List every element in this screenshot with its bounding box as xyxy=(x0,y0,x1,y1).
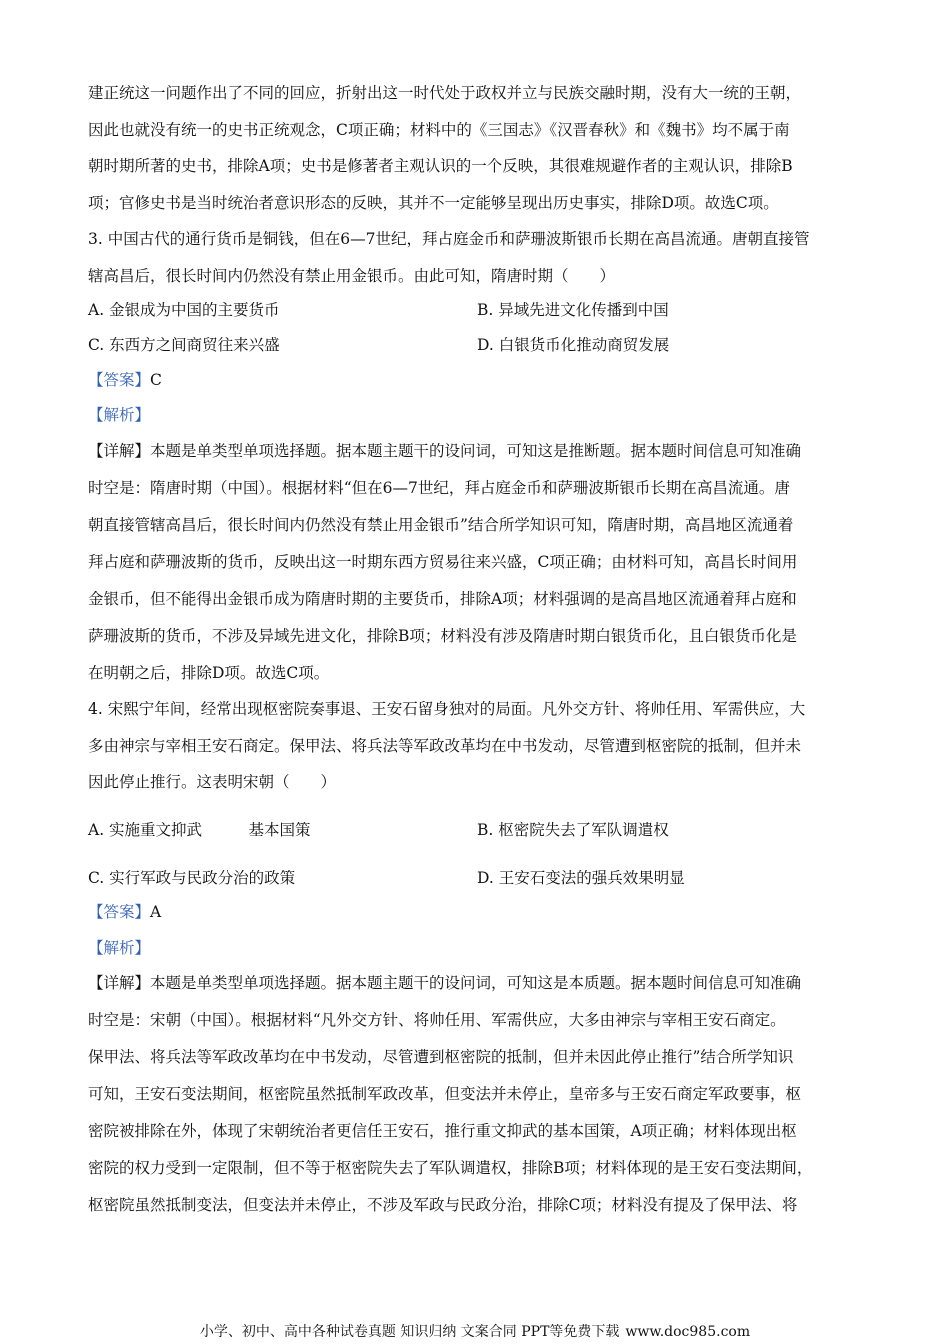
answer-value: A xyxy=(150,903,162,921)
question-3-answer xyxy=(88,370,878,390)
question-4-option-d: D. 王安石变法的强兵效果明显 xyxy=(477,869,685,887)
question-3-stem: 3. 中国古代的通行货币是铜钱，但在6—7世纪，拜占庭金币和萨珊波斯银币长期在高昌流通。唐朝直接管 xyxy=(88,230,810,248)
question-4-stem: 因此停止推行。这表明宋朝（ ） xyxy=(88,773,337,791)
question-4-detail: 密院被排除在外，体现了宋朝统治者更信任王安石，推行重文抑武的基本国策，A项正确；材料体现出枢 xyxy=(88,1122,797,1140)
question-4-stem: 多由神宗与宰相王安石商定。保甲法、将兵法等军政改革均在中书发动，尽管遭到枢密院的抵制，但并未 xyxy=(88,737,802,755)
question-3-detail: 时空是：隋唐时期（中国）。根据材料“但在6—7世纪，拜占庭金币和萨珊波斯银币长期在高昌流通。唐 xyxy=(88,479,790,497)
page-footer xyxy=(0,1323,950,1341)
question-3-option-d: D. 白银货币化推动商贸发展 xyxy=(477,336,670,354)
question-3-stem: 辖高昌后，很长时间内仍然没有禁止用金银币。由此可知，隋唐时期（ ） xyxy=(88,267,616,285)
answer-value: C xyxy=(150,371,162,389)
question-3-detail: 朝直接管辖高昌后，很长时间内仍然没有禁止用金银币”结合所学知识可知，隋唐时期，高昌地区流通着 xyxy=(88,516,794,534)
question-4-stem: 4. 宋熙宁年间，经常出现枢密院奏事退、王安石留身独对的局面。凡外交方针、将帅任用、军需供应，大 xyxy=(88,700,806,718)
question-3-detail: 在明朝之后，排除D项。故选C项。 xyxy=(88,664,330,682)
question-4-detail: 时空是：宋朝（中国）。根据材料“凡外交方针、将帅任用、军需供应，大多由神宗与宰相王安石商定。 xyxy=(88,1011,786,1029)
question-4-analysis-label xyxy=(88,938,878,958)
footer-text: 小学、初中、高中各种试卷真题 知识归纳 文案合同 PPT等免费下载 xyxy=(199,1324,620,1340)
text-line: 项；官修史书是当时统治者意识形态的反映，其并不一定能够呈现出历史事实，排除D项。故选C项。 xyxy=(88,194,779,212)
question-4-detail: 【详解】本题是单类型单项选择题。据本题主题干的设问词，可知这是本质题。据本题时间信息可知准确 xyxy=(88,974,802,992)
question-3-detail: 金银币，但不能得出金银币成为隋唐时期的主要货币，排除A项；材料强调的是高昌地区流通着拜占庭和 xyxy=(88,590,797,608)
answer-label: 【答案】 xyxy=(88,371,151,389)
text-line: 建正统这一问题作出了不同的回应，折射出这一时代处于政权并立与民族交融时期，没有大一统的王朝， xyxy=(88,84,802,102)
text-line: 朝时期所著的史书，排除A项；史书是修著者主观认识的一个反映，其很难规避作者的主观认识，排除B xyxy=(88,157,793,175)
question-4-detail: 保甲法、将兵法等军政改革均在中书发动，尽管遭到枢密院的抵制，但并未因此停止推行”结合所学知识 xyxy=(88,1048,794,1066)
question-4-option-a: A. 实施重文抑武 基本国策 xyxy=(88,821,311,839)
question-3-detail: 【详解】本题是单类型单项选择题。据本题主题干的设问词，可知这是推断题。据本题时间信息可知准确 xyxy=(88,442,802,460)
text-line: 因此也就没有统一的史书正统观念，C项正确；材料中的《三国志》《汉晋春秋》和《魏书》均不属于南 xyxy=(88,121,790,139)
question-4-detail: 可知，王安石变法期间，枢密院虽然抵制军政改革，但变法并未停止，皇帝多与王安石商定军政要事，枢 xyxy=(88,1085,802,1103)
question-4-answer xyxy=(88,902,878,922)
footer-link[interactable]: www.doc985.com xyxy=(625,1324,751,1340)
question-3-detail: 拜占庭和萨珊波斯的货币，反映出这一时期东西方贸易往来兴盛，C项正确；由材料可知，高昌长时间用 xyxy=(88,553,798,571)
question-3-option-a: A. 金银成为中国的主要货币 xyxy=(88,301,280,319)
question-3-analysis-label xyxy=(88,405,878,425)
analysis-label: 【解析】 xyxy=(88,939,151,957)
question-3-option-c: C. 东西方之间商贸往来兴盛 xyxy=(88,336,280,354)
question-4-detail: 密院的权力受到一定限制，但不等于枢密院失去了军队调遣权，排除B项；材料体现的是王安石变法期间， xyxy=(88,1159,813,1177)
question-3-detail: 萨珊波斯的货币，不涉及异域先进文化，排除B项；材料没有涉及隋唐时期白银货币化，且白银货币化是 xyxy=(88,627,797,645)
analysis-label: 【解析】 xyxy=(88,406,151,424)
answer-label: 【答案】 xyxy=(88,903,151,921)
question-4-option-c: C. 实行军政与民政分治的政策 xyxy=(88,869,296,887)
question-4-option-b: B. 枢密院失去了军队调遣权 xyxy=(477,821,669,839)
question-3-option-b: B. 异域先进文化传播到中国 xyxy=(477,301,669,319)
question-4-detail: 枢密院虽然抵制变法，但变法并未停止，不涉及军政与民政分治，排除C项；材料没有提及了保甲法、将 xyxy=(88,1196,798,1214)
